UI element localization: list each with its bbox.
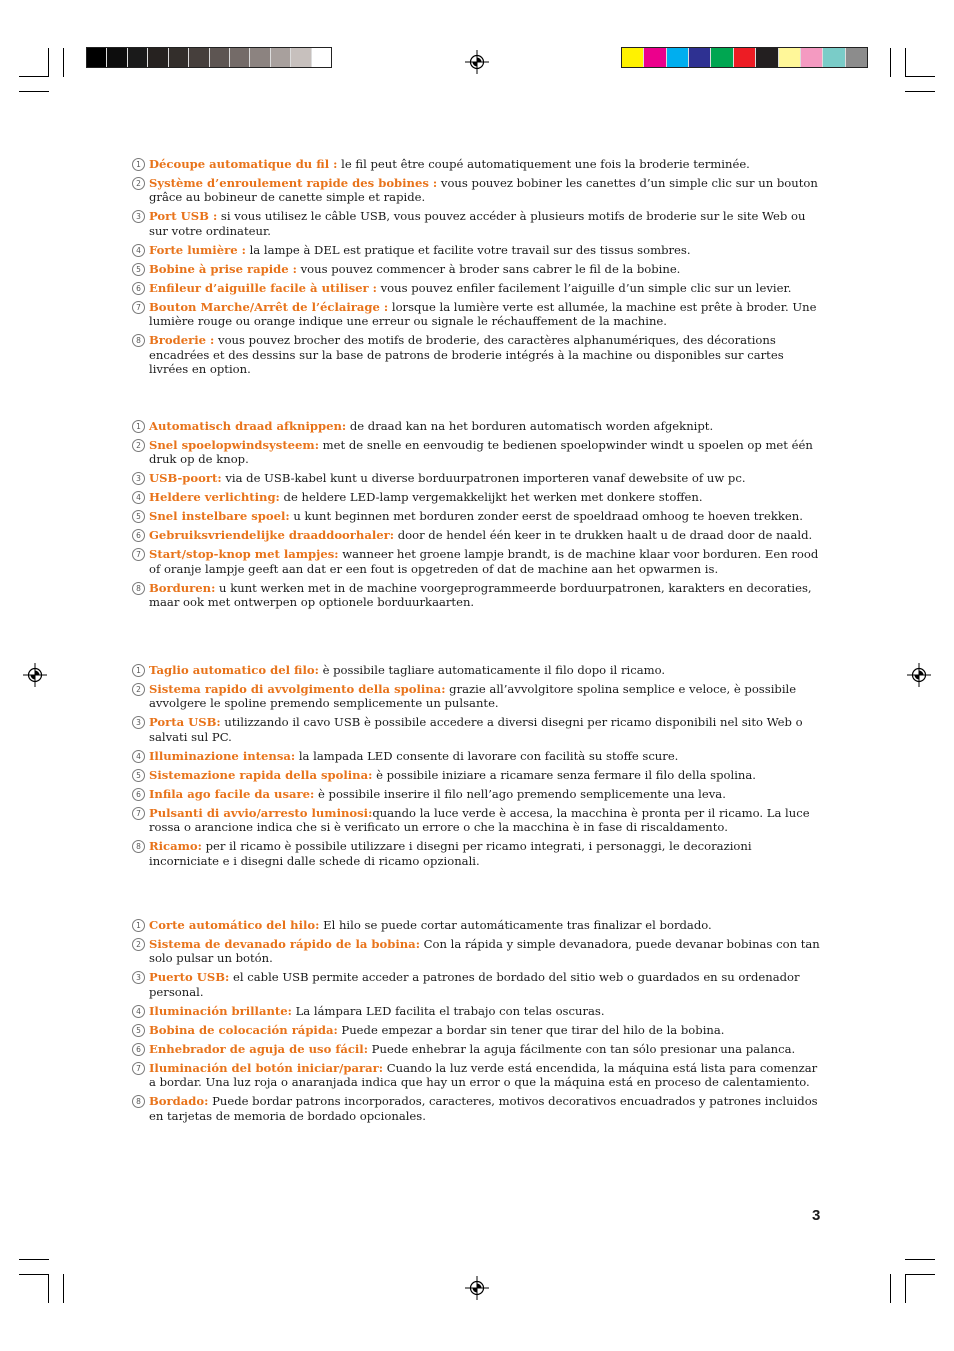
color-swatch (107, 48, 127, 67)
feature-description: si vous utilisez le câble USB, vous pouvez accéder à plusieurs motifs de broderie sur le site Web ou sur votre ordinateur. (149, 209, 806, 238)
item-number-badge: 4 (132, 750, 145, 763)
item-number-badge: 7 (132, 807, 145, 820)
grayscale-bar (86, 47, 332, 68)
feature-term: Borduren: (149, 580, 216, 595)
color-swatch (250, 48, 270, 67)
color-swatch (189, 48, 209, 67)
crop-mark (19, 76, 49, 77)
crop-mark (19, 1274, 49, 1275)
color-swatch (291, 48, 311, 67)
color-swatch (148, 48, 168, 67)
crop-mark (19, 1259, 49, 1260)
feature-term: Porta USB: (149, 715, 221, 730)
feature-description: la lampe à DEL est pratique et facilite votre travail sur des tissus sombres. (245, 242, 691, 257)
item-number-badge: 4 (132, 1005, 145, 1018)
color-swatch (756, 48, 778, 67)
feature-description: door de hendel één keer in te drukken haalt u de draad door de naald. (394, 528, 813, 543)
section-french (132, 157, 824, 381)
crop-mark (905, 76, 935, 77)
feature-term: Enhebrador de aguja de uso fácil: (149, 1041, 368, 1056)
feature-description: lorsque la lumière verte est allumée, la machine est prête à broder. Une lumière rouge ou orange indique une erreur ou signale le réchauffement de la machine. (149, 299, 817, 329)
feature-description: vous pouvez brocher des motifs de broderie, des caractères alphanumériques, des décorations encadrées et des dessins sur la base de patrons de broderie intégrés à la machine ou disponibles sur cartes livrées en option. (149, 333, 784, 377)
feature-item (132, 970, 824, 999)
feature-item (132, 937, 824, 966)
feature-description: u kunt werken met in de machine voorgeprogrammeerde borduurpatronen, karakters en decoraties, maar ook met ontwerpen op optionele borduurkaarten. (149, 580, 812, 610)
item-number-badge: 6 (132, 788, 145, 801)
feature-description: vous pouvez enfiler facilement l’aiguille d’un simple clic sur un levier. (376, 280, 792, 295)
feature-term: USB-poort: (149, 471, 222, 486)
registration-target-icon (465, 50, 489, 74)
feature-description: Con la rápida y simple devanadora, puede devanar bobinas con tan solo pulsar un botón. (149, 937, 820, 966)
item-number-badge: 2 (132, 938, 145, 951)
feature-item (132, 663, 824, 677)
feature-term: Illuminazione intensa: (149, 748, 296, 763)
color-swatch (846, 48, 867, 67)
feature-description: Puede enhebrar la aguja fácilmente con tan sólo presionar una palanca. (368, 1041, 796, 1056)
crop-mark (890, 48, 891, 77)
feature-item (132, 438, 824, 467)
feature-term: Iluminación del botón iniciar/parar: (149, 1060, 384, 1075)
crop-mark (905, 91, 935, 92)
item-number-badge: 5 (132, 510, 145, 523)
item-number-badge: 2 (132, 439, 145, 452)
feature-description: La lámpara LED facilita el trabajo con telas oscuras. (291, 1003, 605, 1018)
feature-item (132, 1004, 824, 1018)
feature-term: Forte lumière : (149, 242, 246, 257)
crop-mark (63, 1274, 64, 1303)
feature-item (132, 528, 824, 542)
feature-term: Découpe automatique du fil : (149, 157, 338, 171)
feature-term: Puerto USB: (149, 970, 230, 985)
feature-item (132, 490, 824, 504)
registration-target-icon (465, 1276, 489, 1300)
feature-item (132, 1061, 824, 1090)
item-number-badge: 4 (132, 491, 145, 504)
feature-description: è possibile tagliare automaticamente il filo dopo il ricamo. (318, 663, 666, 677)
feature-description: è possibile iniziare a ricamare senza fermare il filo della spolina. (372, 767, 756, 782)
color-swatch (667, 48, 689, 67)
section-dutch (132, 419, 824, 614)
item-number-badge: 8 (132, 1095, 145, 1108)
color-swatch (711, 48, 733, 67)
feature-term: Snel instelbare spoel: (149, 509, 290, 524)
feature-description: Puede empezar a bordar sin tener que tirar del hilo de la bobina. (337, 1022, 725, 1037)
feature-item (132, 581, 824, 610)
item-number-badge: 4 (132, 244, 145, 257)
feature-term: Taglio automatico del filo: (149, 663, 319, 677)
feature-term: Broderie : (149, 333, 215, 348)
feature-item (132, 262, 824, 276)
crop-mark (905, 48, 906, 77)
feature-description: wanneer het groene lampje brandt, is de machine klaar voor borduren. Een rood of oranje lampje geeft aan dat er een fout is opgetreden of dat de machine aan het opwarmen is. (149, 547, 819, 576)
item-number-badge: 1 (132, 420, 145, 433)
crop-mark (890, 1274, 891, 1303)
registration-target-icon (23, 663, 47, 687)
item-number-badge: 7 (132, 1062, 145, 1075)
feature-item (132, 839, 824, 868)
item-number-badge: 3 (132, 472, 145, 485)
feature-item (132, 1094, 824, 1123)
feature-item (132, 787, 824, 801)
feature-description: grazie all’avvolgitore spolina semplice e veloce, è possibile avvolgere le spoline premendo semplicemente un pulsante. (149, 682, 797, 711)
color-bar (621, 47, 868, 68)
color-swatch (823, 48, 845, 67)
item-number-badge: 1 (132, 664, 145, 677)
color-swatch (271, 48, 291, 67)
feature-description: Cuando la luz verde está encendida, la máquina está lista para comenzar a bordar. Una luz roja o anaranjada indica que hay un error o que la máquina está en proceso de calentamiento. (149, 1060, 818, 1090)
feature-term: Bordado: (149, 1094, 209, 1109)
section-italian (132, 663, 824, 873)
feature-item (132, 281, 824, 295)
feature-item (132, 300, 824, 329)
item-number-badge: 3 (132, 210, 145, 223)
item-number-badge: 7 (132, 301, 145, 314)
feature-item (132, 1023, 824, 1037)
item-number-badge: 6 (132, 529, 145, 542)
color-swatch (312, 48, 331, 67)
feature-term: Heldere verlichting: (149, 490, 280, 505)
feature-term: Système d’enroulement rapide des bobines : (149, 176, 438, 190)
item-number-badge: 2 (132, 683, 145, 696)
feature-item (132, 715, 824, 744)
feature-description: de draad kan na het borduren automatisch worden afgeknipt. (346, 419, 714, 433)
crop-mark (905, 1274, 906, 1303)
feature-description: de heldere LED-lamp vergemakkelijkt het werken met donkere stoffen. (279, 490, 703, 505)
crop-mark (905, 1259, 935, 1260)
feature-term: Sistema de devanado rápido de la bobina: (149, 937, 420, 951)
item-number-badge: 8 (132, 840, 145, 853)
feature-term: Bobina de colocación rápida: (149, 1022, 338, 1037)
feature-term: Bobine à prise rapide : (149, 261, 297, 276)
color-swatch (87, 48, 107, 67)
feature-item (132, 509, 824, 523)
feature-item (132, 1042, 824, 1056)
crop-mark (48, 48, 49, 77)
feature-description: via de USB-kabel kunt u diverse borduurpatronen importeren vanaf dewebsite of uw pc. (221, 471, 746, 486)
feature-term: Ricamo: (149, 839, 202, 854)
color-swatch (210, 48, 230, 67)
feature-item (132, 682, 824, 711)
feature-term: Pulsanti di avvio/arresto luminosi: (149, 805, 373, 820)
item-number-badge: 1 (132, 158, 145, 171)
feature-description: vous pouvez commencer à broder sans cabrer le fil de la bobine. (296, 261, 681, 276)
feature-description: la lampada LED consente di lavorare con facilità su stoffe scure. (295, 748, 679, 763)
feature-term: Enfileur d’aiguille facile à utiliser : (149, 280, 377, 295)
color-swatch (689, 48, 711, 67)
color-swatch (230, 48, 250, 67)
color-swatch (622, 48, 644, 67)
item-number-badge: 5 (132, 1024, 145, 1037)
feature-description: Puede bordar patrons incorporados, caracteres, motivos decorativos encuadrados y patrones incluidos en tarjetas de memoria de bordado opcionales. (149, 1094, 818, 1123)
feature-item (132, 547, 824, 576)
item-number-badge: 3 (132, 716, 145, 729)
feature-description: el cable USB permite acceder a patrones de bordado del sitio web o guardados en su ordenador personal. (149, 970, 800, 999)
feature-term: Port USB : (149, 209, 218, 224)
color-swatch (644, 48, 666, 67)
feature-description: vous pouvez bobiner les canettes d’un simple clic sur un bouton grâce au bobineur de canette simple et rapide. (149, 176, 818, 205)
color-swatch (734, 48, 756, 67)
feature-description: u kunt beginnen met borduren zonder eerst de spoeldraad omhoog te hoeven trekken. (289, 509, 803, 524)
feature-term: Sistema rapido di avvolgimento della spolina: (149, 682, 446, 696)
crop-mark (63, 48, 64, 77)
feature-item (132, 768, 824, 782)
color-swatch (128, 48, 148, 67)
item-number-badge: 7 (132, 548, 145, 561)
feature-item (132, 806, 824, 835)
feature-item (132, 176, 824, 205)
feature-term: Automatisch draad afknippen: (149, 419, 347, 433)
crop-mark (48, 1274, 49, 1303)
feature-term: Bouton Marche/Arrêt de l’éclairage : (149, 299, 389, 314)
feature-description: met de snelle en eenvoudig te bedienen spoelopwinder windt u spoelen op met één druk op de knop. (149, 438, 813, 467)
feature-item (132, 157, 824, 171)
page-number: 3 (812, 1207, 821, 1224)
feature-item (132, 918, 824, 932)
color-swatch (779, 48, 801, 67)
feature-term: Gebruiksvriendelijke draaddoorhaler: (149, 528, 395, 543)
item-number-badge: 8 (132, 582, 145, 595)
feature-term: Iluminación brillante: (149, 1003, 292, 1018)
color-swatch (169, 48, 189, 67)
item-number-badge: 6 (132, 1043, 145, 1056)
feature-term: Start/stop-knop met lampjes: (149, 547, 339, 562)
item-number-badge: 5 (132, 769, 145, 782)
feature-description: utilizzando il cavo USB è possibile accedere a diversi disegni per ricamo disponibili nel sito Web o salvati sul PC. (149, 715, 803, 744)
item-number-badge: 3 (132, 971, 145, 984)
item-number-badge: 6 (132, 282, 145, 295)
feature-description: le fil peut être coupé automatiquement une fois la broderie terminée. (337, 157, 750, 171)
feature-term: Snel spoelopwindsysteem: (149, 438, 319, 452)
section-spanish (132, 918, 824, 1128)
feature-item (132, 419, 824, 433)
registration-target-icon (907, 663, 931, 687)
item-number-badge: 2 (132, 177, 145, 190)
feature-item (132, 749, 824, 763)
item-number-badge: 5 (132, 263, 145, 276)
color-swatch (801, 48, 823, 67)
feature-term: Infila ago facile da usare: (149, 786, 315, 801)
feature-item (132, 333, 824, 376)
feature-description: per il ricamo è possibile utilizzare i disegni per ricamo integrati, i personaggi, le decorazioni incorniciate e i disegni dalle schede di ricamo opzionali. (149, 839, 752, 868)
item-number-badge: 1 (132, 919, 145, 932)
item-number-badge: 8 (132, 334, 145, 347)
crop-mark (19, 91, 49, 92)
feature-description: quando la luce verde è accesa, la macchina è pronta per il ricamo. La luce rossa o arancione indica che si è verificato un errore o che la macchina è in fase di riscaldamento. (149, 805, 810, 835)
feature-item (132, 243, 824, 257)
crop-mark (905, 1274, 935, 1275)
feature-description: è possibile inserire il filo nell’ago premendo semplicemente una leva. (314, 786, 726, 801)
feature-description: El hilo se puede cortar automáticamente tras finalizar el bordado. (319, 918, 712, 932)
feature-term: Corte automático del hilo: (149, 918, 320, 932)
feature-item (132, 471, 824, 485)
feature-item (132, 209, 824, 238)
feature-term: Sistemazione rapida della spolina: (149, 767, 373, 782)
